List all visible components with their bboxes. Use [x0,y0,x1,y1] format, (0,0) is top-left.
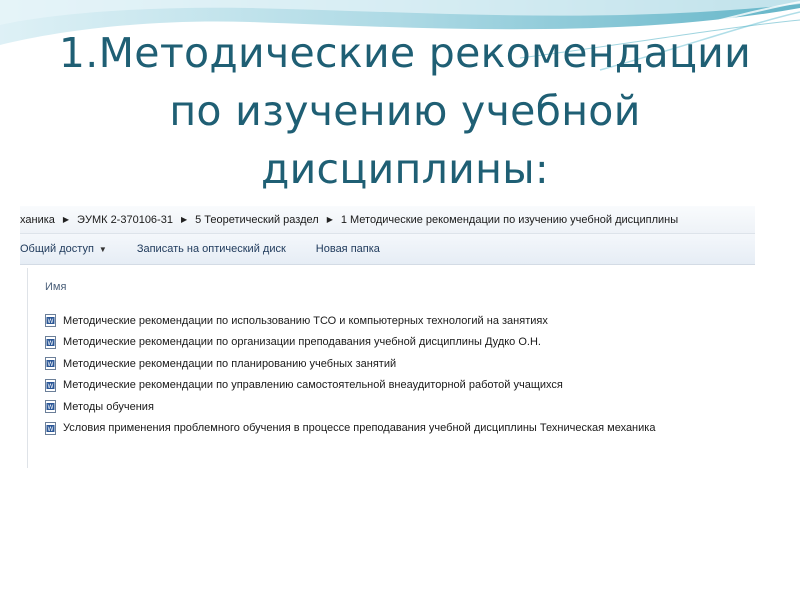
breadcrumb-item[interactable]: ЭУМК 2-370106-31 [77,213,173,226]
dropdown-arrow-icon: ▼ [98,244,107,254]
file-name: Методические рекомендации по использованию ТСО и компьютерных технологий на занятиях [63,314,548,327]
svg-text:W: W [47,361,54,369]
new-folder-label: Новая папка [315,243,380,255]
column-header-name[interactable]: Имя [45,281,67,293]
word-document-icon [45,400,63,413]
word-document-icon [45,357,63,370]
file-name: Методические рекомендации по организации преподавания учебной дисциплины Дудко О.Н. [63,336,541,349]
word-document-icon [45,379,63,392]
slide-title-line-1: 1.Методические рекомендации [58,29,752,77]
burn-disc-label: Записать на оптический диск [136,243,286,255]
file-row[interactable] [45,332,655,354]
breadcrumb-arrow-icon[interactable]: ▶ [180,215,188,224]
file-list [45,310,655,439]
slide-title-line-2: по изучению учебной [169,87,641,135]
slide-title [30,24,780,198]
word-document-icon [45,336,63,349]
file-row[interactable] [45,396,655,418]
file-name: Условия применения проблемного обучения в процессе преподавания учебной дисциплины Техническая механика [63,422,656,435]
breadcrumb-item[interactable]: 5 Теоретический раздел [195,213,319,226]
nav-pane-divider[interactable] [27,268,28,468]
file-row[interactable] [45,375,655,397]
svg-text:W: W [47,425,54,433]
svg-text:W: W [47,339,54,347]
file-name: Методические рекомендации по планированию учебных занятий [63,357,397,370]
svg-text:W: W [47,382,54,390]
share-button[interactable] [20,243,107,255]
file-name: Методы обучения [63,400,154,413]
word-document-icon [45,314,63,327]
word-document-icon [45,422,63,435]
breadcrumb-arrow-icon[interactable]: ▶ [62,215,70,224]
breadcrumb-item[interactable]: ханика [20,213,55,226]
svg-text:W: W [47,404,54,412]
share-button-label: Общий доступ [20,243,94,255]
file-row[interactable] [45,418,655,440]
breadcrumb-item[interactable]: 1 Методические рекомендации по изучению учебной дисциплины [340,213,679,226]
burn-disc-button[interactable] [137,243,286,255]
file-name: Методические рекомендации по управлению самостоятельной внеаудиторной работой учащихся [63,379,563,392]
file-row[interactable] [45,353,655,375]
svg-text:W: W [47,318,54,326]
breadcrumb-arrow-icon[interactable]: ▶ [326,215,333,224]
new-folder-button[interactable] [316,243,380,255]
address-bar[interactable] [20,206,755,234]
command-toolbar [20,234,755,265]
file-row[interactable] [45,310,655,332]
explorer-window-screenshot [20,206,755,471]
slide-title-line-3: дисциплины: [260,145,550,193]
